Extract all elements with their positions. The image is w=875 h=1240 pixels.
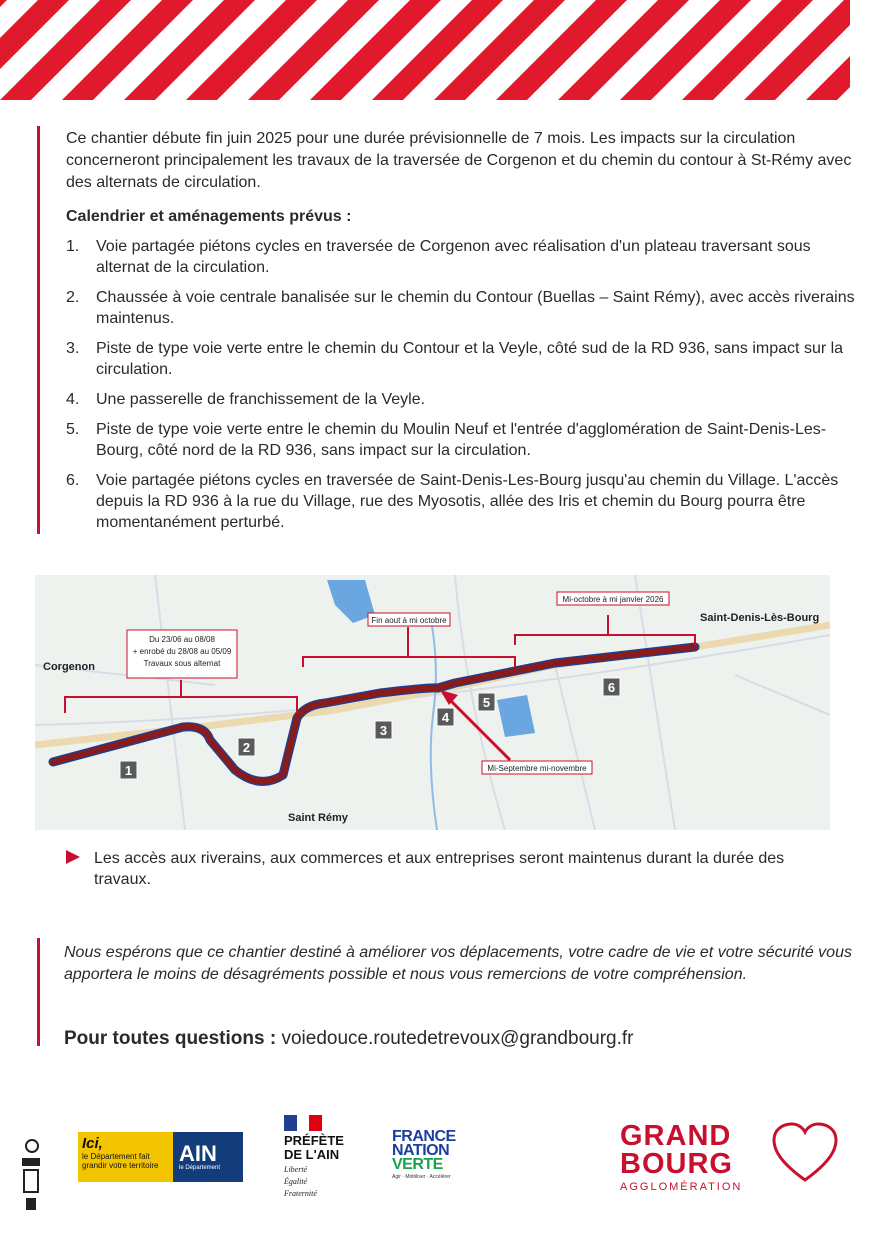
france-nation-verte-logo: FRANCE NATION VERTE Agir · Mobiliser · Accélérer <box>392 1128 456 1180</box>
marker-2: 2 <box>242 740 251 755</box>
svg-text:Fin aout à mi octobre: Fin aout à mi octobre <box>371 616 447 625</box>
intro-paragraph: Ce chantier débute fin juin 2025 pour une durée prévisionnelle de 7 mois. Les impacts sur la circulation concerneront principalement les travaux de la traversée de Corgenon et du chemin du contour à St-Rémy avec des alternats de circulation. <box>66 130 852 191</box>
calendar-title: Calendrier et aménagements prévus : <box>66 208 352 225</box>
svg-text:+ enrobé du 28/08 au 05/09: + enrobé du 28/08 au 05/09 <box>132 647 232 656</box>
ain-department-logo: Ici, le Département fait grandir votre territoire AIN le Département <box>78 1132 243 1182</box>
warning-stripes-banner <box>0 0 875 102</box>
marker-4: 4 <box>441 710 450 725</box>
heart-emblem-icon <box>770 1122 840 1184</box>
list-item: 3. Piste de type voie verte entre le chemin du Contour et la Veyle, côté sud de la RD 936, sans impact sur la circulation. <box>66 340 844 378</box>
warning-stripe <box>558 0 689 100</box>
period-label-3 <box>557 592 669 605</box>
period-label-4 <box>482 761 592 774</box>
svg-text:Mi-Septembre mi-novembre: Mi-Septembre mi-novembre <box>487 764 587 773</box>
section-bar-top <box>37 126 40 534</box>
list-item: 1. Voie partagée piétons cycles en traversée de Corgenon avec réalisation d'un plateau traversant sous alternat de la circulation. <box>66 238 811 276</box>
marker-6: 6 <box>607 680 616 695</box>
warning-stripe <box>124 0 255 100</box>
warning-stripe <box>248 0 379 100</box>
triman-recycling-icon <box>18 1138 44 1213</box>
prefete-ain-logo: PRÉFÈTE DE L'AIN Liberté Égalité Fraternité <box>284 1115 364 1198</box>
period-label-2 <box>368 613 450 626</box>
grand-bourg-logo: GRAND BOURG AGGLOMÉRATION <box>620 1122 840 1202</box>
contact-line <box>64 1028 633 1050</box>
section-bar-bottom <box>37 938 40 1046</box>
works-list <box>66 236 856 542</box>
list-item: 6. Voie partagée piétons cycles en traversée de Saint-Denis-Les-Bourg jusqu'au chemin du Village. L'accès depuis la RD 936 à la rue du Village, rue des Myosotis, allée des Iris et chemin du Bourg pourra être momentanément perturbé. <box>66 472 839 531</box>
warning-stripe <box>372 0 503 100</box>
warning-stripe <box>620 0 751 100</box>
closing-paragraph: Nous espérons que ce chantier destiné à améliorer vos déplacements, votre cadre de vie et votre sécurité vous apportera le moins de désagréments possible et nous vous remercions de votre compréhension. <box>64 944 852 983</box>
access-note-text: Les accès aux riverains, aux commerces et aux entreprises seront maintenus durant la durée des travaux. <box>94 850 785 888</box>
place-corgenon: Corgenon <box>43 661 95 673</box>
list-item: 4. Une passerelle de franchissement de la Veyle. <box>66 391 426 408</box>
list-item: 5. Piste de type voie verte entre le chemin du Moulin Neuf et l'entrée d'agglomération de Saint-Denis-Les-Bourg, côté nord de la RD 936, sans impact sur la circulation. <box>66 421 827 459</box>
contact-email-link[interactable]: voiedouce.routedetrevoux@grandbourg.fr <box>281 1028 634 1049</box>
warning-stripe <box>868 0 875 100</box>
svg-text:Mi-octobre à mi janvier 2026: Mi-octobre à mi janvier 2026 <box>562 595 664 604</box>
period-label-1 <box>127 630 237 678</box>
warning-stripe <box>496 0 627 100</box>
svg-text:Travaux sous alternat: Travaux sous alternat <box>143 659 221 668</box>
warning-stripe <box>310 0 441 100</box>
svg-text:Du 23/06 au 08/08: Du 23/06 au 08/08 <box>149 635 215 644</box>
access-note <box>66 848 826 890</box>
bullet-triangle-icon <box>66 850 80 864</box>
marker-3: 3 <box>379 723 388 738</box>
list-item: 2. Chaussée à voie centrale banalisée sur le chemin du Contour (Buellas – Saint Rémy), avec accès riverains maintenus. <box>66 289 855 327</box>
contact-label: Pour toutes questions : <box>64 1028 277 1049</box>
warning-stripe <box>62 0 193 100</box>
marianne-flag-icon <box>284 1115 322 1131</box>
warning-stripe <box>434 0 565 100</box>
warning-stripe <box>186 0 317 100</box>
place-saint-denis: Saint-Denis-Lès-Bourg <box>700 612 820 624</box>
warning-stripe <box>682 0 813 100</box>
warning-stripe <box>744 0 875 100</box>
marker-5: 5 <box>482 695 491 710</box>
works-map <box>35 575 830 830</box>
place-saint-remy: Saint Rémy <box>288 812 348 824</box>
warning-stripe <box>0 0 131 100</box>
marker-1: 1 <box>124 763 133 778</box>
